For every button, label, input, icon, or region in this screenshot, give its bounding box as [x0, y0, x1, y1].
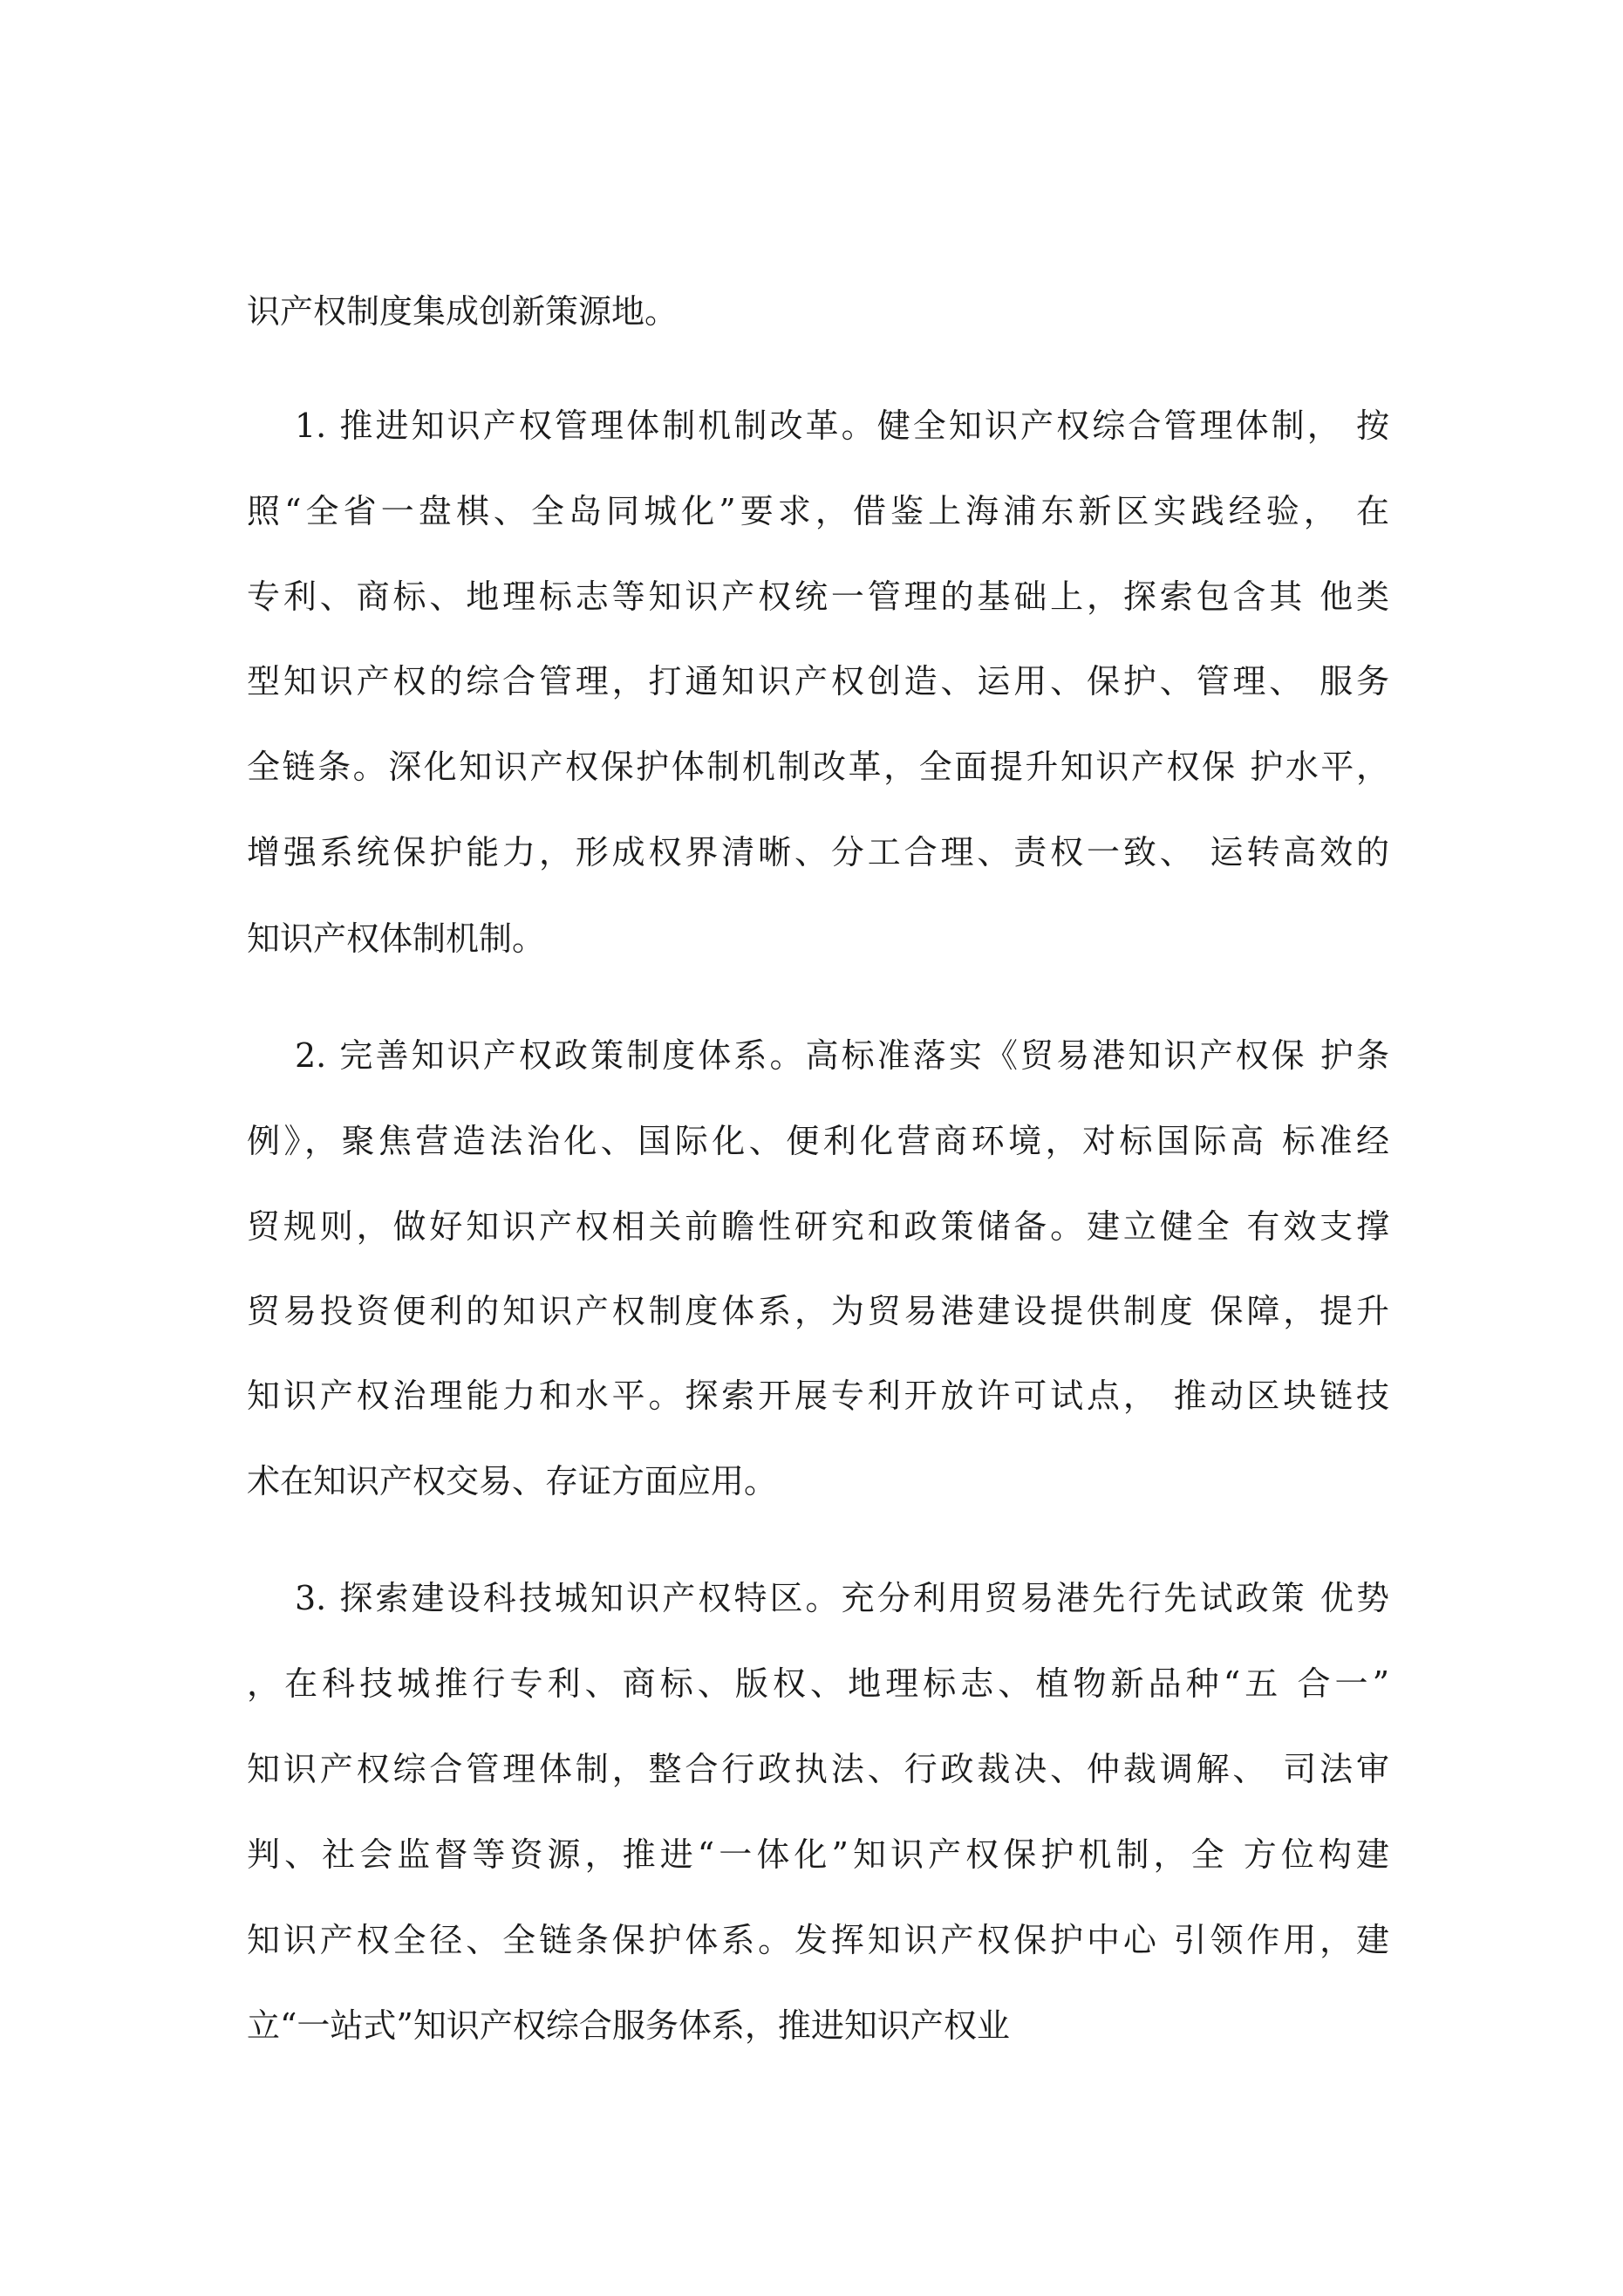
paragraph-line: 贸规则，做好知识产权相关前瞻性研究和政策储备。建立健全 有效支撑: [247, 1207, 1389, 1246]
paragraph-line: 1. 推进知识产权管理体制机制改革。健全知识产权综合管理体制， 按: [295, 407, 1389, 445]
paragraph-line: 判、社会监督等资源，推进“一体化”知识产权保护机制，全 方位构建: [247, 1835, 1389, 1874]
opening-line: 识产权制度集成创新策源地。: [247, 292, 679, 331]
paragraph-line: 型知识产权的综合管理，打通知识产权创造、运用、保护、管理、 服务: [247, 662, 1389, 700]
paragraph-line: 2. 完善知识产权政策制度体系。高标准落实《贸易港知识产权保 护条: [295, 1036, 1389, 1075]
paragraph-line: 增强系统保护能力，形成权界清晰、分工合理、责权一致、 运转高效的: [247, 833, 1389, 871]
paragraph-line: 知识产权治理能力和水平。探索开展专利开放许可试点， 推动区块链技: [247, 1377, 1389, 1415]
paragraph-line: ，在科技城推行专利、商标、版权、地理标志、植物新品种“五 合一”: [247, 1664, 1389, 1703]
paragraph-line: 照“全省一盘棋、全岛同城化”要求，借鉴上海浦东新区实践经验， 在: [247, 492, 1389, 530]
paragraph-line: 立“一站式”知识产权综合服务体系，推进知识产权业: [247, 2006, 1010, 2045]
paragraph-line: 例》，聚焦营造法治化、国际化、便利化营商环境，对标国际高 标准经: [247, 1122, 1389, 1160]
paragraph-line: 3. 探索建设科技城知识产权特区。充分利用贸易港先行先试政策 优势: [295, 1579, 1389, 1617]
paragraph-line: 全链条。深化知识产权保护体制机制改革，全面提升知识产权保 护水平，: [247, 748, 1389, 786]
paragraph-line: 知识产权综合管理体制，整合行政执法、行政裁决、仲裁调解、 司法审: [247, 1750, 1389, 1788]
paragraph-line: 术在知识产权交易、存证方面应用。: [247, 1462, 778, 1500]
paragraph-line: 知识产权体制机制。: [247, 919, 546, 958]
paragraph-line: 贸易投资便利的知识产权制度体系，为贸易港建设提供制度 保障，提升: [247, 1292, 1389, 1330]
paragraph-line: 专利、商标、地理标志等知识产权统一管理的基础上，探索包含其 他类: [247, 577, 1389, 616]
paragraph-line: 知识产权全径、全链条保护体系。发挥知识产权保护中心 引领作用，建: [247, 1921, 1389, 1959]
